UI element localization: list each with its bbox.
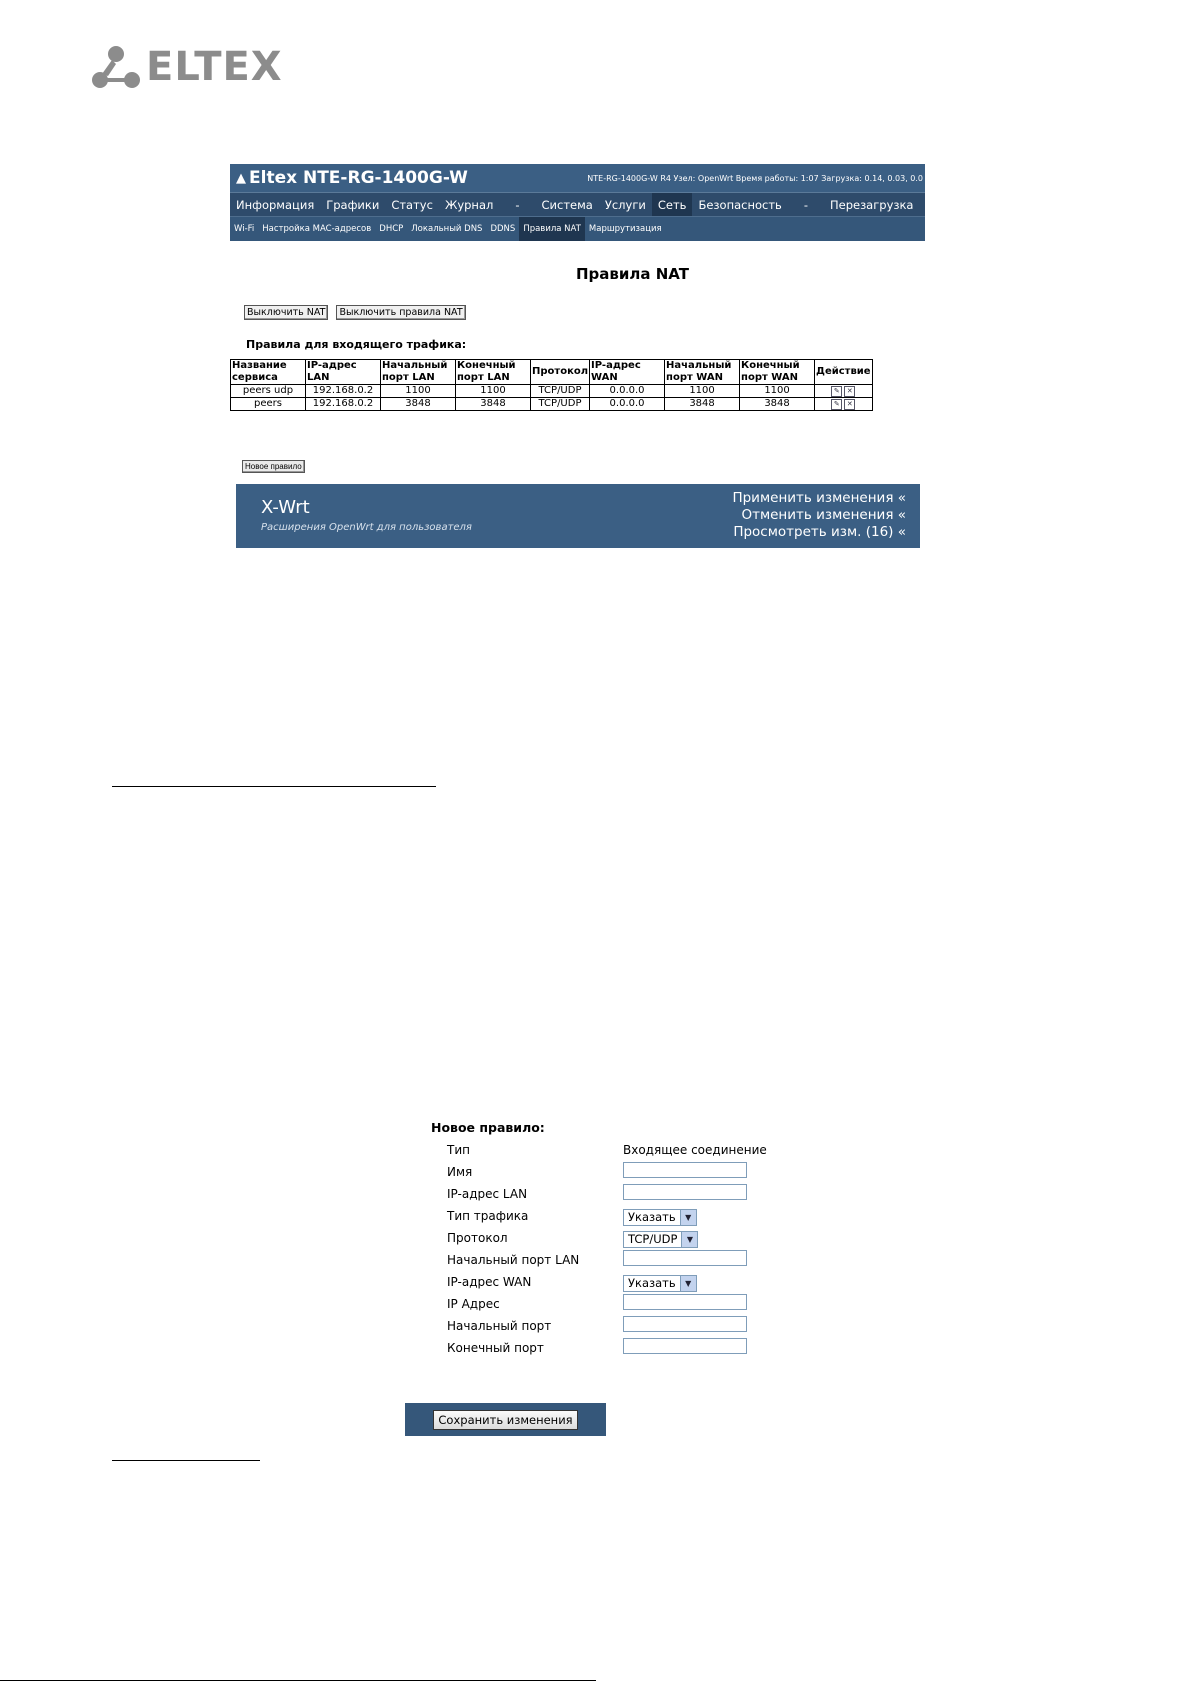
action-cell [815,398,873,411]
router-screenshot [230,164,925,540]
traffic-type-select[interactable] [623,1209,697,1226]
column-header: Конечный порт LAN [456,360,531,385]
column-header: Протокол [531,360,590,385]
menu-item[interactable]: Информация [236,197,315,212]
form-row-lan-ip [431,1183,811,1205]
table-cell: 192.168.0.2 [306,398,381,411]
form-row-name [431,1161,811,1183]
form-row-end-port [431,1337,811,1359]
review-changes-link[interactable]: Просмотреть изм. (16) « [733,524,906,540]
table-cell: 192.168.0.2 [306,385,381,398]
protocol-label: Протокол [447,1231,508,1245]
lan-ip-label: IP-адрес LAN [447,1187,528,1201]
new-rule-form [431,1120,811,1359]
column-header: Конечный порт WAN [740,360,815,385]
type-label: Тип [447,1143,470,1157]
submenu-item[interactable]: DDNS [490,224,516,234]
incoming-rules-heading: Правила для входящего трафика: [246,338,467,351]
menu-item[interactable]: Услуги [604,197,646,212]
lan-start-port-label: Начальный порт LAN [447,1253,580,1267]
sub-menu [230,216,925,241]
eltex-mark-icon: ▲ [236,170,246,186]
menu-item[interactable]: Система [541,197,593,212]
form-row-traffic-type [431,1205,811,1227]
cancel-changes-link[interactable]: Отменить изменения « [741,507,906,523]
table-body [231,385,873,411]
table-cell: 3848 [740,398,815,411]
submenu-item[interactable]: Локальный DNS [411,224,483,234]
table-row [231,385,873,398]
xwrt-footer [236,484,920,548]
table-cell: peers [231,398,306,411]
wan-ip-label: IP-адрес WAN [447,1275,532,1289]
submenu-item[interactable]: Wi-Fi [234,224,255,234]
column-header: Начальный порт LAN [381,360,456,385]
chevron-down-icon: ▼ [680,1276,696,1291]
footer-links [732,490,906,541]
table-row [231,398,873,411]
form-row-lan-start-port [431,1249,811,1271]
form-row-wan-ip [431,1271,811,1293]
column-header: IP-адрес LAN [306,360,381,385]
table-cell: 0.0.0.0 [590,385,665,398]
ip-address-label: IP Адрес [447,1297,500,1311]
column-header: Начальный порт WAN [665,360,740,385]
column-header: IP-адрес WAN [590,360,665,385]
table-cell: 1100 [665,385,740,398]
traffic-type-label: Тип трафика [447,1209,529,1223]
menu-item[interactable]: Журнал [444,197,494,212]
submenu-item[interactable]: Маршрутизация [588,224,662,234]
traffic-type-value: Указать [628,1210,676,1225]
lan-start-port-input[interactable] [623,1250,747,1266]
table-cell: TCP/UDP [531,398,590,411]
eltex-logo-icon [90,44,142,90]
submenu-item[interactable]: Правила NAT [519,217,585,241]
start-port-label: Начальный порт [447,1319,552,1333]
section-underline [112,786,436,787]
end-port-label: Конечный порт [447,1341,544,1355]
disable-nat-rules-button[interactable]: Выключить правила NAT [336,305,465,320]
table-cell: 1100 [381,385,456,398]
router-header [230,164,925,192]
router-status-info: NTE-RG-1400G-W R4 Узел: OpenWrt Время работы: 1:07 Загрузка: 0.14, 0.03, 0.0 [587,173,923,183]
column-header: Название сервиса [231,360,306,385]
chevron-down-icon: ▼ [680,1210,696,1225]
form-title: Новое правило: [431,1120,545,1135]
main-menu [230,192,925,216]
save-changes-button[interactable]: Сохранить изменения [433,1410,577,1430]
chevron-down-icon: ▼ [681,1232,697,1247]
wan-ip-value: Указать [628,1276,676,1291]
form-row-protocol [431,1227,811,1249]
form-row-type [431,1139,811,1161]
save-bar [405,1403,606,1436]
table-cell: 3848 [665,398,740,411]
table-cell: 1100 [456,385,531,398]
edit-icon[interactable]: ✎ [831,399,842,410]
table-cell: 0.0.0.0 [590,398,665,411]
menu-item[interactable]: Сеть [652,193,693,216]
menu-item[interactable]: Перезагрузка [829,197,914,212]
start-port-input[interactable] [623,1316,747,1332]
menu-item[interactable]: - [515,197,520,212]
name-input[interactable] [623,1162,747,1178]
form-row-ip-address [431,1293,811,1315]
lan-ip-input[interactable] [623,1184,747,1200]
delete-icon[interactable]: ✕ [844,399,855,410]
section-underline [112,1460,260,1461]
disable-nat-button[interactable]: Выключить NAT [244,305,328,320]
wan-ip-select[interactable] [623,1275,697,1292]
page-title: Правила NAT [576,265,689,283]
type-value: Входящее соединение [623,1143,767,1157]
protocol-select[interactable] [623,1231,698,1248]
table-cell: 3848 [456,398,531,411]
column-header: Действие [815,360,873,385]
nat-buttons [244,305,925,320]
table-cell: TCP/UDP [531,385,590,398]
footer-brand: X-Wrt [261,497,310,518]
form-row-start-port [431,1315,811,1337]
router-title [236,168,468,188]
new-rule-button[interactable]: Новое правило [242,460,305,473]
menu-item[interactable]: Статус [391,197,433,212]
table-cell: 3848 [381,398,456,411]
name-label: Имя [447,1165,473,1179]
protocol-value: TCP/UDP [628,1232,678,1247]
page-bottom-line [0,1680,596,1681]
edit-icon[interactable]: ✎ [831,386,842,397]
table-header-row [231,360,873,385]
end-port-input[interactable] [623,1338,747,1354]
action-cell [815,385,873,398]
submenu-item[interactable]: DHCP [379,224,404,234]
logo-text: ELTEX [146,44,283,90]
apply-changes-link[interactable]: Применить изменения « [732,490,906,506]
submenu-item[interactable]: Настройка MAC-адресов [262,224,372,234]
delete-icon[interactable]: ✕ [844,386,855,397]
nat-rules-table [230,359,873,411]
footer-tagline: Расширения OpenWrt для пользователя [261,522,472,533]
menu-item[interactable]: Графики [326,197,380,212]
menu-item[interactable]: - [803,197,808,212]
menu-item[interactable]: Безопасность [698,197,782,212]
router-title-text: Eltex NTE-RG-1400G-W [249,168,468,188]
table-cell: peers udp [231,385,306,398]
eltex-logo [90,44,283,90]
ip-address-input[interactable] [623,1294,747,1310]
table-cell: 1100 [740,385,815,398]
